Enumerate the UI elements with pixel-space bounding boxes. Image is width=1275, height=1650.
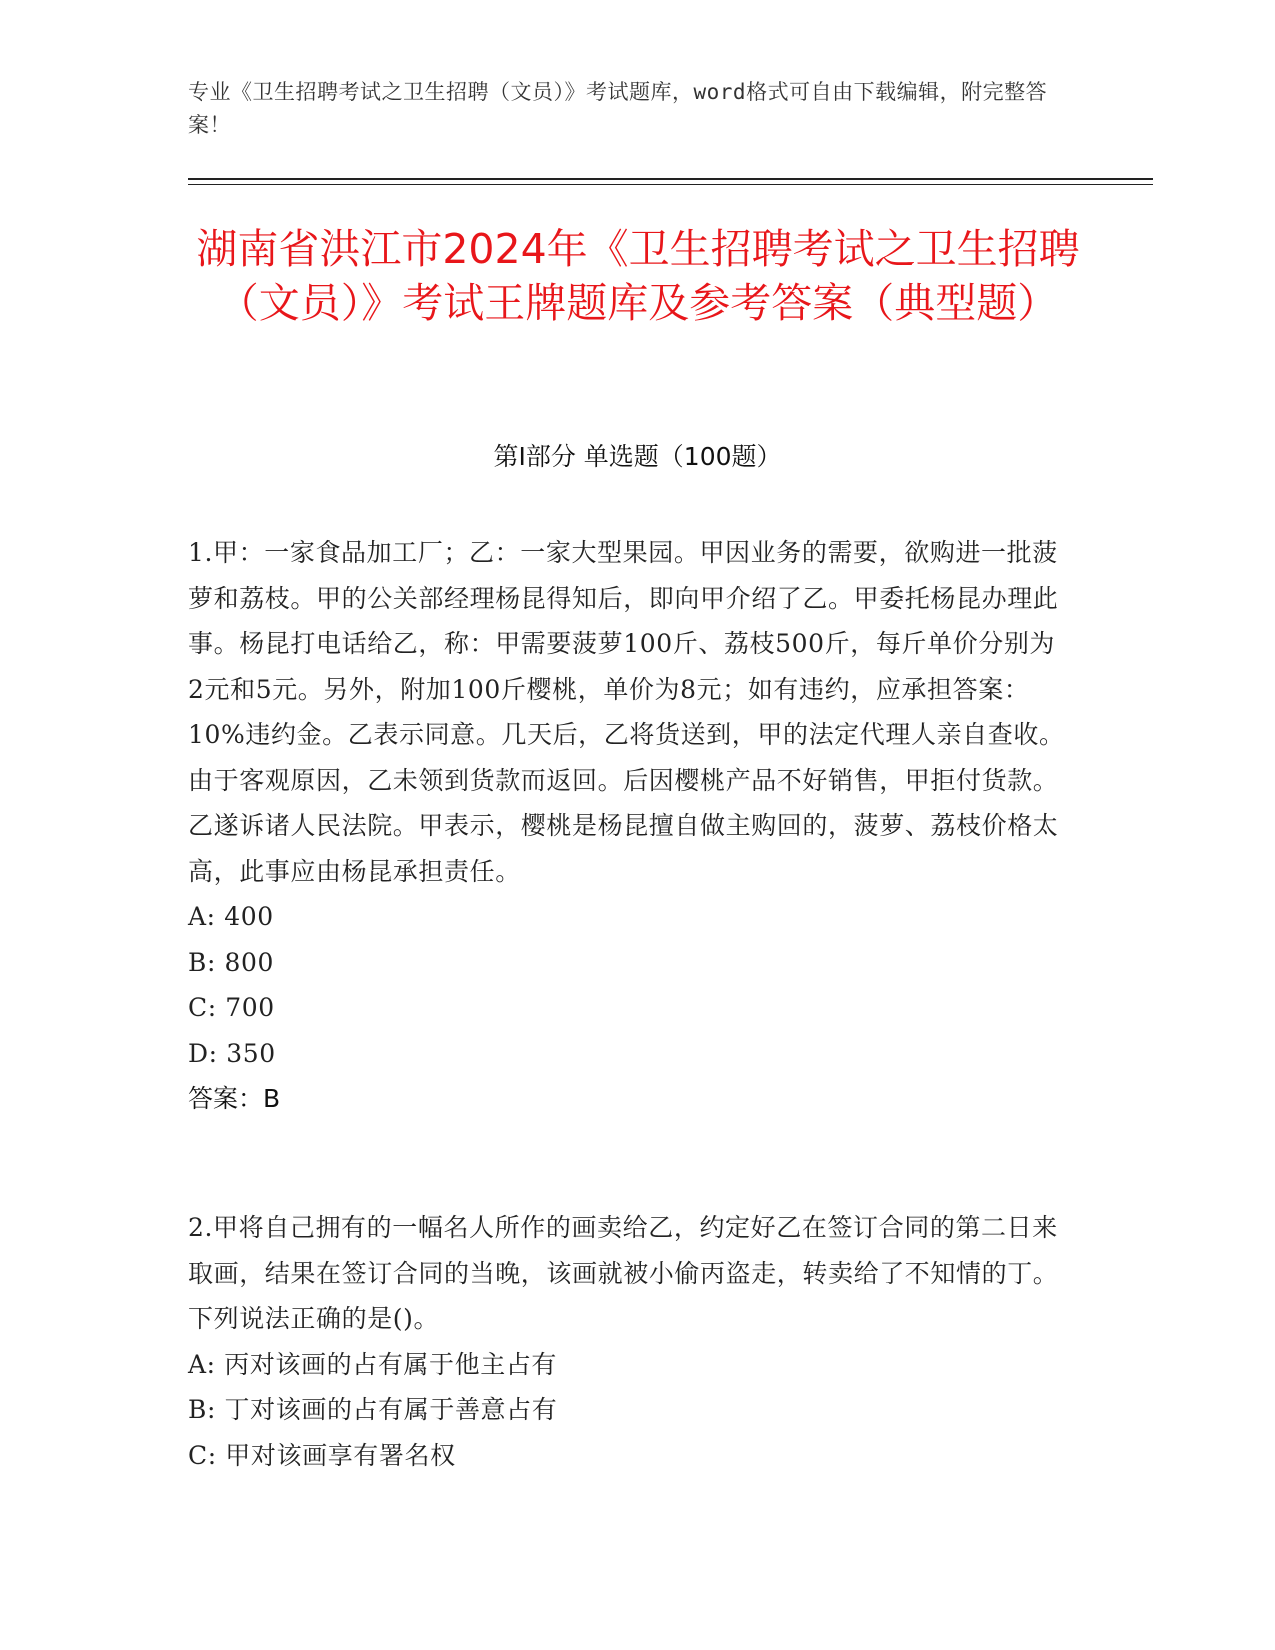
answer-line: 答案：B bbox=[188, 1084, 281, 1113]
option-c: C: 甲对该画享有署名权 bbox=[188, 1440, 456, 1470]
option-b: B: 丁对该画的占有属于善意占有 bbox=[188, 1395, 558, 1424]
header-rule-thick bbox=[188, 178, 1153, 180]
question-1 bbox=[188, 530, 1068, 1122]
option-a: A: 400 bbox=[188, 902, 274, 931]
question-stem: 2.甲将自己拥有的一幅名人所作的画卖给乙，约定好乙在签订合同的第二日来取画，结果在签订合同的当晚，该画就被小偷丙盗走，转卖给了不知情的丁。下列说法正确的是()。 bbox=[188, 1213, 1059, 1333]
document-title: 湖南省洪江市2024年《卫生招聘考试之卫生招聘（文员）》考试王牌题库及参考答案（典型题） bbox=[196, 225, 1080, 327]
question-2 bbox=[188, 1205, 1068, 1478]
header-rule-thin bbox=[188, 184, 1153, 185]
option-c: C: 700 bbox=[188, 993, 275, 1022]
question-stem: 1.甲：一家食品加工厂；乙：一家大型果园。甲因业务的需要，欲购进一批菠萝和荔枝。甲的公关部经理杨昆得知后，即向甲介绍了乙。甲委托杨昆办理此事。杨昆打电话给乙，称：甲需要菠萝100斤、荔枝500斤，每斤单价分别为2元和5元。另外，附加100斤樱桃，单价为8元；如有违约，应承担答案：10%违约金。乙表示同意。几天后，乙将货送到，甲的法定代理人亲自查收。由于客观原因，乙未领到货款而返回。后因樱桃产品不好销售，甲拒付货款。乙遂诉诸人民法院。甲表示，樱桃是杨昆擅自做主购回的，菠萝、荔枝价格太高，此事应由杨昆承担责任。 bbox=[188, 538, 1065, 886]
option-a: A: 丙对该画的占有属于他主占有 bbox=[188, 1349, 558, 1379]
header-note: 专业《卫生招聘考试之卫生招聘（文员）》考试题库，word格式可自由下载编辑，附完整答案！ bbox=[188, 80, 1048, 137]
option-b: B: 800 bbox=[188, 947, 275, 977]
section-heading: 第Ⅰ部分 单选题（100题） bbox=[493, 442, 782, 471]
option-d: D: 350 bbox=[188, 1038, 276, 1068]
